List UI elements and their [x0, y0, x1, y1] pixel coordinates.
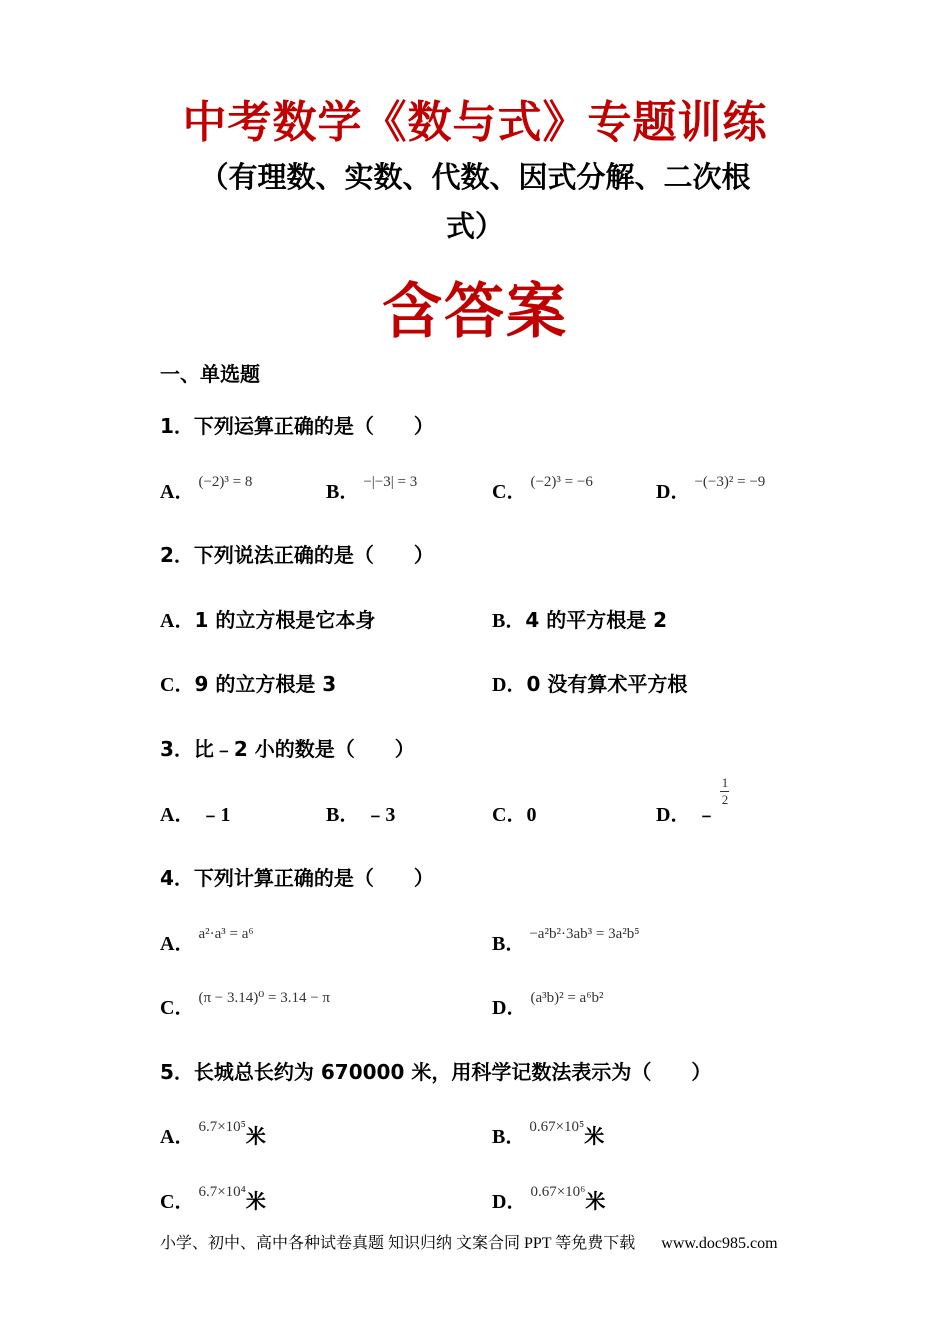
option-label: B． — [326, 481, 360, 503]
option-label: B． — [492, 933, 526, 955]
question-3-option-c — [492, 798, 536, 827]
option-math: 6.7×10⁴ — [198, 1184, 246, 1200]
option-unit: 米 — [584, 1124, 605, 1148]
option-math: (−2)³ = −6 — [530, 474, 593, 490]
question-5-option-b — [492, 1120, 604, 1149]
option-math: 0.67×10⁵ — [529, 1119, 585, 1135]
option-label: B． — [326, 804, 360, 826]
question-4-option-a — [160, 927, 254, 956]
fraction — [720, 776, 729, 807]
option-text: 0 没有算术平方根 — [526, 672, 688, 696]
footer-site-link[interactable]: www.doc985.com — [661, 1235, 778, 1252]
question-1-option-a — [160, 475, 252, 504]
option-label: C． — [492, 804, 527, 826]
option-label: D． — [492, 1191, 527, 1213]
question-3-stem: 3．比﹣2 小的数是（ ） — [160, 737, 415, 761]
question-3-option-d — [656, 775, 729, 829]
question-4-option-d — [492, 991, 603, 1020]
option-math: −(−3)² = −9 — [694, 474, 766, 490]
subtitle-line-2: 式） — [445, 209, 504, 243]
subtitle-line-1: （有理数、实数、代数、因式分解、二次根 — [199, 160, 751, 194]
question-3-option-a — [160, 798, 230, 827]
option-label: D． — [656, 804, 691, 826]
question-5-option-d — [492, 1185, 605, 1214]
option-math: (π − 3.14)⁰ = 3.14 − π — [198, 990, 330, 1006]
main-title: 中考数学《数与式》专题训练 — [182, 97, 768, 148]
option-unit: 米 — [245, 1189, 266, 1213]
option-unit: 米 — [245, 1124, 266, 1148]
option-text: 1 的立方根是它本身 — [194, 608, 376, 632]
option-unit: 米 — [585, 1189, 606, 1213]
question-2-option-c — [160, 668, 336, 697]
option-label: A． — [160, 610, 195, 632]
option-label: D． — [656, 481, 691, 503]
option-text: 9 的立方根是 3 — [194, 672, 337, 696]
question-1-stem: 1．下列运算正确的是（ ） — [160, 414, 434, 438]
option-label: A． — [160, 804, 195, 826]
option-text: ﹣ — [696, 804, 717, 826]
question-1-option-c — [492, 475, 593, 504]
option-text: ﹣1 — [200, 804, 231, 826]
section-title: 一、单选题 — [160, 362, 260, 386]
option-label: B． — [492, 610, 526, 632]
question-2-stem: 2．下列说法正确的是（ ） — [160, 543, 434, 567]
option-math: 0.67×10⁶ — [530, 1184, 586, 1200]
option-text: 0 — [526, 804, 537, 826]
fraction-denominator: 2 — [721, 792, 729, 807]
answers-included-title: 含答案 — [382, 277, 568, 347]
option-text: 4 的平方根是 2 — [525, 608, 668, 632]
question-5-stem: 5．长城总长约为 670000 米，用科学记数法表示为（ ） — [160, 1060, 712, 1084]
option-math: −a²b²·3ab³ = 3a²b⁵ — [529, 926, 640, 942]
option-math: a²·a³ = a⁶ — [198, 926, 254, 942]
option-label: A． — [160, 481, 195, 503]
option-math: 6.7×10⁵ — [198, 1119, 246, 1135]
option-label: C． — [160, 674, 195, 696]
option-label: A． — [160, 1126, 195, 1148]
question-4-option-c — [160, 991, 330, 1020]
question-1-option-d — [656, 475, 765, 504]
question-4-option-b — [492, 927, 639, 956]
option-label: A． — [160, 933, 195, 955]
page-footer — [160, 1230, 778, 1253]
question-5-option-c — [160, 1185, 266, 1214]
option-label: B． — [492, 1126, 526, 1148]
question-5-option-a — [160, 1120, 266, 1149]
option-label: C． — [160, 997, 195, 1019]
footer-text: 小学、初中、高中各种试卷真题 知识归纳 文案合同 PPT 等免费下载 — [160, 1235, 636, 1252]
option-label: C． — [160, 1191, 195, 1213]
option-text: ﹣3 — [365, 804, 396, 826]
option-math: (a³b)² = a⁶b² — [530, 990, 604, 1006]
option-label: D． — [492, 674, 527, 696]
question-2-option-a — [160, 604, 375, 633]
question-2-option-b — [492, 604, 667, 633]
fraction-numerator: 1 — [721, 775, 729, 790]
option-label: C． — [492, 481, 527, 503]
option-math: −|−3| = 3 — [363, 474, 418, 490]
question-2-option-d — [492, 668, 687, 697]
option-math: (−2)³ = 8 — [198, 474, 253, 490]
question-3-option-b — [326, 798, 395, 827]
question-4-stem: 4．下列计算正确的是（ ） — [160, 866, 434, 890]
option-label: D． — [492, 997, 527, 1019]
question-1-option-b — [326, 475, 417, 504]
